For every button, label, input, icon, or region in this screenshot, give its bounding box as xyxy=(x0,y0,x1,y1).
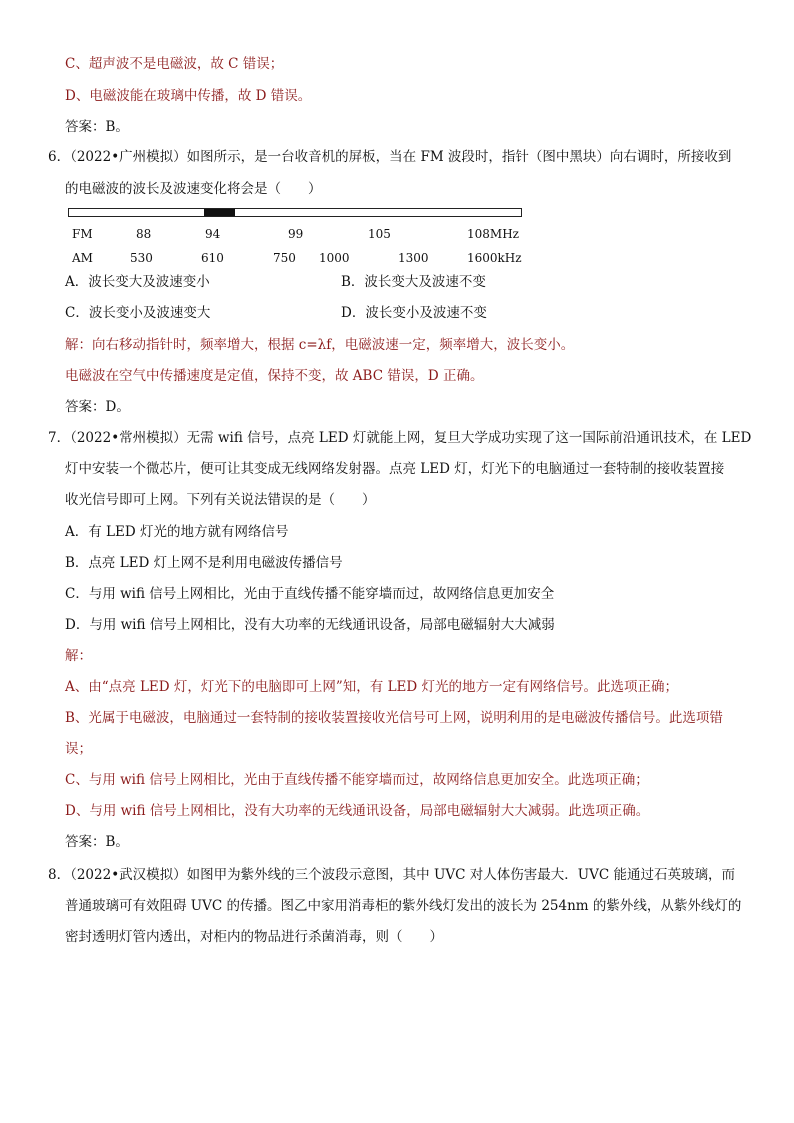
am-tick: 530 xyxy=(130,251,153,265)
q8-stem-line-2: 普通玻璃可有效阻碍 UVC 的传播。图乙中家用消毒柜的紫外线灯发出的波长为 254nm 的紫外线，从紫外线灯的 xyxy=(65,898,742,914)
fm-tick: 88 xyxy=(136,227,152,241)
am-tick: 610 xyxy=(201,251,224,265)
q8-stem-line-3: 密封透明灯管内透出，对柜内的物品进行杀菌消毒，则（ ） xyxy=(65,929,443,945)
q6-stem-line-1: 6．（2022•广州模拟）如图所示，是一台收音机的屏板，当在 FM 波段时，指针（图中黑块）向右调时，所接收到 xyxy=(48,149,732,165)
q7-option-b: B．点亮 LED 灯上网不是利用电磁波传播信号 xyxy=(65,555,343,571)
q6-option-b: B．波长变大及波速不变 xyxy=(341,274,486,290)
q7-stem-line-1: 7．（2022•常州模拟）无需 wifi 信号，点亮 LED 灯就能上网，复旦大学成功实现了这一国际前沿通讯技术，在 LED xyxy=(48,430,752,446)
q7-answer: 答案：B。 xyxy=(65,834,129,850)
fm-band-label: FM xyxy=(72,227,93,241)
q6-solution-line-2: 电磁波在空气中传播速度是定值，保持不变，故 ABC 错误，D 正确。 xyxy=(65,368,484,384)
am-tick: 1600kHz xyxy=(467,251,522,265)
am-tick: 750 xyxy=(273,251,296,265)
dial-pointer xyxy=(204,209,235,216)
fm-tick: 99 xyxy=(288,227,304,241)
prev-answer: 答案：B。 xyxy=(65,119,129,135)
q6-option-c: C．波长变小及波速变大 xyxy=(65,305,211,321)
q7-solution-b-line-2: 误； xyxy=(65,741,92,757)
am-tick: 1300 xyxy=(398,251,429,265)
prev-solution-d: D、电磁波能在玻璃中传播，故 D 错误。 xyxy=(65,88,312,104)
q7-option-d: D．与用 wifi 信号上网相比，没有大功率的无线通讯设备，局部电磁辐射大大减弱 xyxy=(65,617,555,633)
q7-solution-head: 解： xyxy=(65,648,92,664)
radio-dial-bar xyxy=(68,208,522,217)
fm-tick: 105 xyxy=(368,227,391,241)
q7-solution-a: A、由“点亮 LED 灯，灯光下的电脑即可上网”知，有 LED 灯光的地方一定有网络信号。此选项正确； xyxy=(65,679,679,695)
q7-stem-line-2: 灯中安装一个微芯片，便可让其变成无线网络发射器。点亮 LED 灯，灯光下的电脑通过一套特制的接收装置接 xyxy=(65,461,725,477)
q6-solution-line-1: 解：向右移动指针时，频率增大，根据 c=λf，电磁波速一定，频率增大，波长变小。 xyxy=(65,337,575,353)
fm-tick: 94 xyxy=(205,227,221,241)
q8-stem-line-1: 8．（2022•武汉模拟）如图甲为紫外线的三个波段示意图，其中 UVC 对人体伤害最大．UVC 能通过石英玻璃，而 xyxy=(48,867,735,883)
prev-solution-c: C、超声波不是电磁波，故 C 错误； xyxy=(65,56,284,72)
q7-option-a: A．有 LED 灯光的地方就有网络信号 xyxy=(65,524,289,540)
q6-option-d: D．波长变小及波速不变 xyxy=(341,305,487,321)
q6-option-a: A．波长变大及波速变小 xyxy=(65,274,210,290)
q7-stem-line-3: 收光信号即可上网。下列有关说法错误的是（ ） xyxy=(65,492,376,508)
q6-stem-line-2: 的电磁波的波长及波速变化将会是（ ） xyxy=(65,181,322,197)
q6-answer: 答案：D。 xyxy=(65,399,130,415)
am-tick: 1000 xyxy=(319,251,350,265)
am-band-label: AM xyxy=(72,251,93,265)
q7-solution-d: D、与用 wifi 信号上网相比，没有大功率的无线通讯设备，局部电磁辐射大大减弱。此选项正确。 xyxy=(65,803,650,819)
fm-tick: 108MHz xyxy=(467,227,519,241)
q7-option-c: C．与用 wifi 信号上网相比，光由于直线传播不能穿墙而过，故网络信息更加安全 xyxy=(65,586,555,602)
q7-solution-b-line-1: B、光属于电磁波，电脑通过一套特制的接收装置接收光信号可上网，说明利用的是电磁波传播信号。此选项错 xyxy=(65,710,723,726)
q7-solution-c: C、与用 wifi 信号上网相比，光由于直线传播不能穿墙而过，故网络信息更加安全。此选项正确； xyxy=(65,772,649,788)
